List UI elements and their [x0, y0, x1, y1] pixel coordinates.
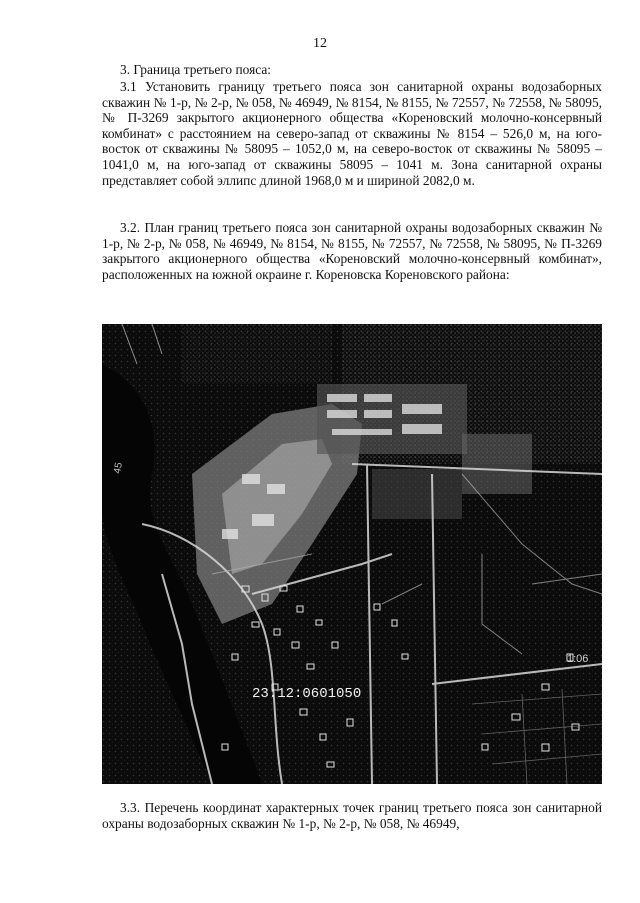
side-label: 1:06: [567, 653, 589, 665]
river-label: 45: [112, 461, 125, 475]
page-number: 12: [313, 36, 327, 51]
cadastral-label: 23:12:0601050: [252, 686, 362, 702]
paragraph-3-2: 3.2. План границ третьего пояса зон санитарной охраны водозаборных скважин № 1-р, № 2-р, № 058, № 46949, № 8154, № 8155, № 72557, № 72558, № 58095, № П-3269 закрытого акционерного общества «Кореновский молочно-консервный комбинат», расположенных на южной окраине г. Кореновска Кореновского района:: [102, 220, 602, 282]
section-heading: 3. Граница третьего пояса:: [120, 62, 272, 77]
paragraph-3-1: 3.1 Установить границу третьего пояса зон санитарной охраны водозаборных скважин № 1-р, № 2-р, № 058, № 46949, № 8154, № 8155, № 72557, № 72558, № 58095, № П-3269 закрытого акционерного общества «Кореновский молочно-консервный комбинат» с расстоянием на северо-запад от скважины № 8154 – 526,0 м, на юго-восток от скважины № 58095 – 1052,0 м, на северо-восток от скважины № 58095 – 1041,0 м, на юго-запад от скважины 58095 – 1041 м. Зона санитарной охраны представляет собой эллипс длиной 1968,0 м и шириной 2082,0 м.: [102, 79, 602, 188]
aerial-map: [102, 324, 602, 784]
paragraph-3-3: 3.3. Перечень координат характерных точек границ третьего пояса зон санитарной охраны водозаборных скважин № 1-р, № 2-р, № 058, № 46949,: [102, 800, 602, 831]
